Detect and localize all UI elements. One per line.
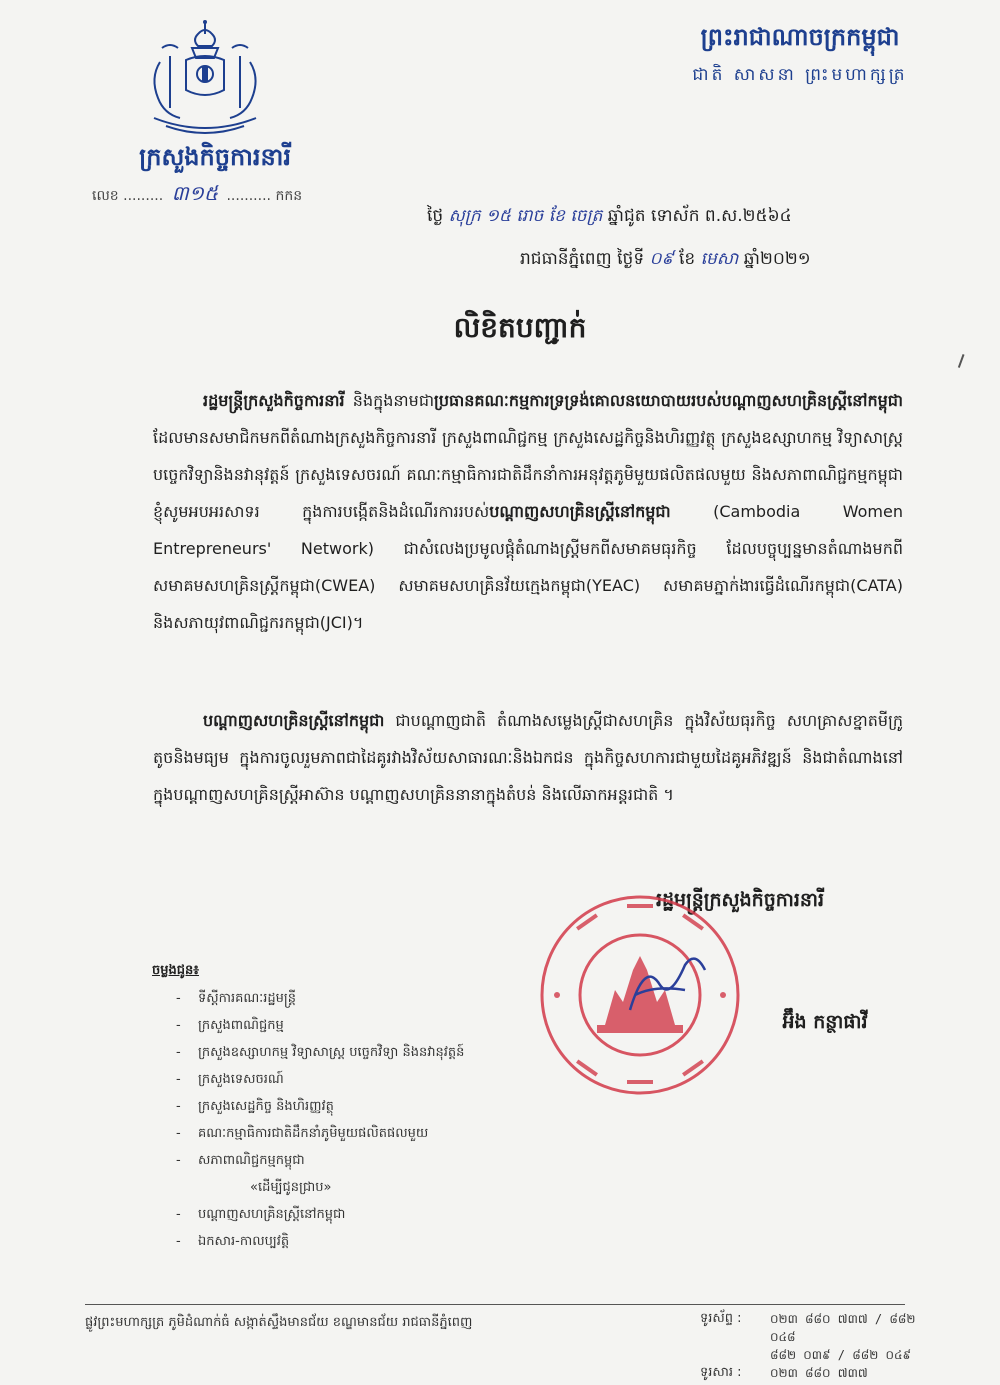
reference-prefix: លេខ xyxy=(92,188,119,204)
margin-mark xyxy=(958,354,970,370)
footer-contacts xyxy=(700,1310,930,1382)
body-paragraph-1 xyxy=(153,382,903,641)
month-prefix: ខែ xyxy=(679,249,696,269)
lunar-date-line xyxy=(427,205,927,230)
ministry-name: ក្រសួងកិច្ចការនារី xyxy=(139,143,291,171)
month-handwritten: មេសា xyxy=(700,249,739,269)
fax-label: ទូរសារ : xyxy=(700,1365,742,1380)
place-date-line xyxy=(520,248,940,273)
signer-name: អ៊ឹង កន្ថាផាវី xyxy=(782,1011,868,1033)
reference-handwritten-number: ៣១៥ xyxy=(171,181,219,205)
cc-item: - ឯកសារ-កាលប្បវត្តិ xyxy=(150,1228,580,1255)
cc-item: - សភាពាណិជ្ជកម្មកម្ពុជា xyxy=(150,1147,580,1174)
lunar-date-handwritten: សុក្រ ១៥ រោច ខែ ចេត្រ xyxy=(448,206,603,226)
cc-item: - ក្រសួងពាណិជ្ជកម្ម xyxy=(150,1012,580,1039)
para1-text-1: និងក្នុងនាមជា xyxy=(352,391,435,410)
fax-line: ០២៣ ៨៨០ ៧៣៧ xyxy=(770,1366,868,1380)
document-title: លិខិតបញ្ជាក់ xyxy=(453,311,587,344)
phone-line-2: ៨៨២ ០៣៩ / ៨៨២ ០៤៩ xyxy=(770,1348,912,1362)
cc-item: - បណ្តាញសហគ្រិនស្ត្រីនៅកម្ពុជា xyxy=(150,1201,580,1228)
para1-text-2: ដែលមានសមាជិកមកពីតំណាងក្រសួងកិច្ចការនារី ក្រសួងពាណិជ្ជកម្ម ក្រសួងសេដ្ឋកិច្ចនិងហិរញ្ញវត្ថុ ក្រសួងឧស្សាហកម្ម វិទ្យាសាស្ត្រ បច្ចេកវិទ្យានិងនវានុវត្តន៍ ក្រសួងទេសចរណ៍ គណៈកម្មាធិការជាតិដឹកនាំការអនុវត្តភូមិមួយផលិតផលមួយ និងសភាពាណិជ្ជកម្មកម្ពុជា ខ្ញុំសូមអបអរសាទរ ក្នុងការបង្កើតនិងដំណើរការរបស់ xyxy=(153,428,903,521)
kingdom-heading: ព្រះរាជាណាចក្រកម្ពុជា xyxy=(700,23,900,51)
year: ឆ្នាំ២០២១ xyxy=(743,249,811,269)
para1-text-3: (Cambodia Women Entrepreneurs' Network) ជាសំលេងប្រមូលផ្តុំតំណាងស្ត្រីមកពីសមាគមធុរកិច្ច ដែលបច្ចុប្បន្នមានតំណាងមកពីសមាគមសហគ្រិនស្ត្រីកម្ពុជា(CWEA) សមាគមសហគ្រិនវ័យក្មេងកម្ពុជា(YEAC) សមាគមភ្នាក់ងារធ្វើដំណើរកម្ពុជា(CATA) និងសភាយុវពាណិជ្ជករកម្ពុជា(JCI)។ xyxy=(153,502,903,632)
reference-suffix: កកន xyxy=(275,188,303,204)
lunar-date-prefix: ថ្ងៃ xyxy=(427,206,444,226)
cc-list xyxy=(150,985,580,1255)
footer-divider xyxy=(85,1304,905,1305)
para1-lead: រដ្ឋមន្ត្រីក្រសួងកិច្ចការនារី xyxy=(203,391,345,410)
para1-network: បណ្តាញសហគ្រិនស្ត្រីនៅកម្ពុជា xyxy=(489,502,671,521)
footer-address: ផ្លូវព្រះមហាក្សត្រ ភូមិដំណាក់ធំ សង្កាត់ស្ទឹងមានជ័យ ខណ្ឌមានជ័យ រាជធានីភ្នំពេញ xyxy=(85,1315,473,1330)
reference-number: លេខ ......... ៣១៥ .......... កកន xyxy=(92,181,303,205)
place-date-prefix: រាជធានីភ្នំពេញ ថ្ងៃទី xyxy=(520,249,645,269)
lunar-date-suffix: ឆ្នាំជូត ទោស័ក ព.ស.២៥៦៤ xyxy=(607,206,792,226)
cc-note: «ដើម្បីជូនជ្រាប» xyxy=(250,1180,332,1195)
cc-heading: ចម្លងជូន៖ xyxy=(152,963,199,978)
para1-role: ប្រធានគណៈកម្មការទ្រទ្រង់គោលនយោបាយរបស់បណ្តាញសហគ្រិនស្ត្រីនៅកម្ពុជា xyxy=(434,391,903,410)
royal-arms-icon xyxy=(140,18,270,138)
cc-item: - ក្រសួងសេដ្ឋកិច្ច និងហិរញ្ញវត្ថុ xyxy=(150,1093,580,1120)
phone-line-1: ០២៣ ៨៨០ ៧៣៧ / ៨៨២ ០៤៨ xyxy=(770,1312,916,1344)
para2-text: ជាបណ្តាញជាតិ តំណាងសម្លេងស្ត្រីជាសហគ្រិន ក្នុងវិស័យធុរកិច្ច សហគ្រាសខ្នាតមីក្រូ តូចនិងមធ្យម ក្នុងការចូលរួមភាពជាដៃគូរវាងវិស័យសាធារណៈនិងឯកជន ក្នុងកិច្ចសហការជាមួយដៃគូអភិវឌ្ឍន៍ និងជាតំណាងនៅក្នុងបណ្តាញសហគ្រិនស្ត្រីអាស៊ាន បណ្តាញសហគ្រិននានាក្នុងតំបន់ និងលើឆាកអន្តរជាតិ ។ xyxy=(153,711,903,804)
para2-lead: បណ្តាញសហគ្រិនស្ត្រីនៅកម្ពុជា xyxy=(203,711,385,730)
cc-item: - ក្រសួងឧស្សាហកម្ម វិទ្យាសាស្ត្រ បច្ចេកវិទ្យា និងនវានុវត្តន៍ xyxy=(150,1039,580,1066)
signer-title: រដ្ឋមន្ត្រីក្រសួងកិច្ចការនារី xyxy=(655,889,825,911)
cc-item: - គណៈកម្មាធិការជាតិដឹកនាំភូមិមួយផលិតផលមួយ xyxy=(150,1120,580,1147)
national-motto: ជាតិ សាសនា ព្រះមហាក្សត្រ xyxy=(692,65,908,85)
body-paragraph-2 xyxy=(153,702,903,813)
phone-label: ទូរស័ព្ទ : xyxy=(700,1311,742,1326)
day-handwritten: ០៩ xyxy=(649,249,674,269)
cc-item: - ទីស្តីការគណៈរដ្ឋមន្ត្រី xyxy=(150,985,580,1012)
cc-item: - ក្រសួងទេសចរណ៍ xyxy=(150,1066,580,1093)
